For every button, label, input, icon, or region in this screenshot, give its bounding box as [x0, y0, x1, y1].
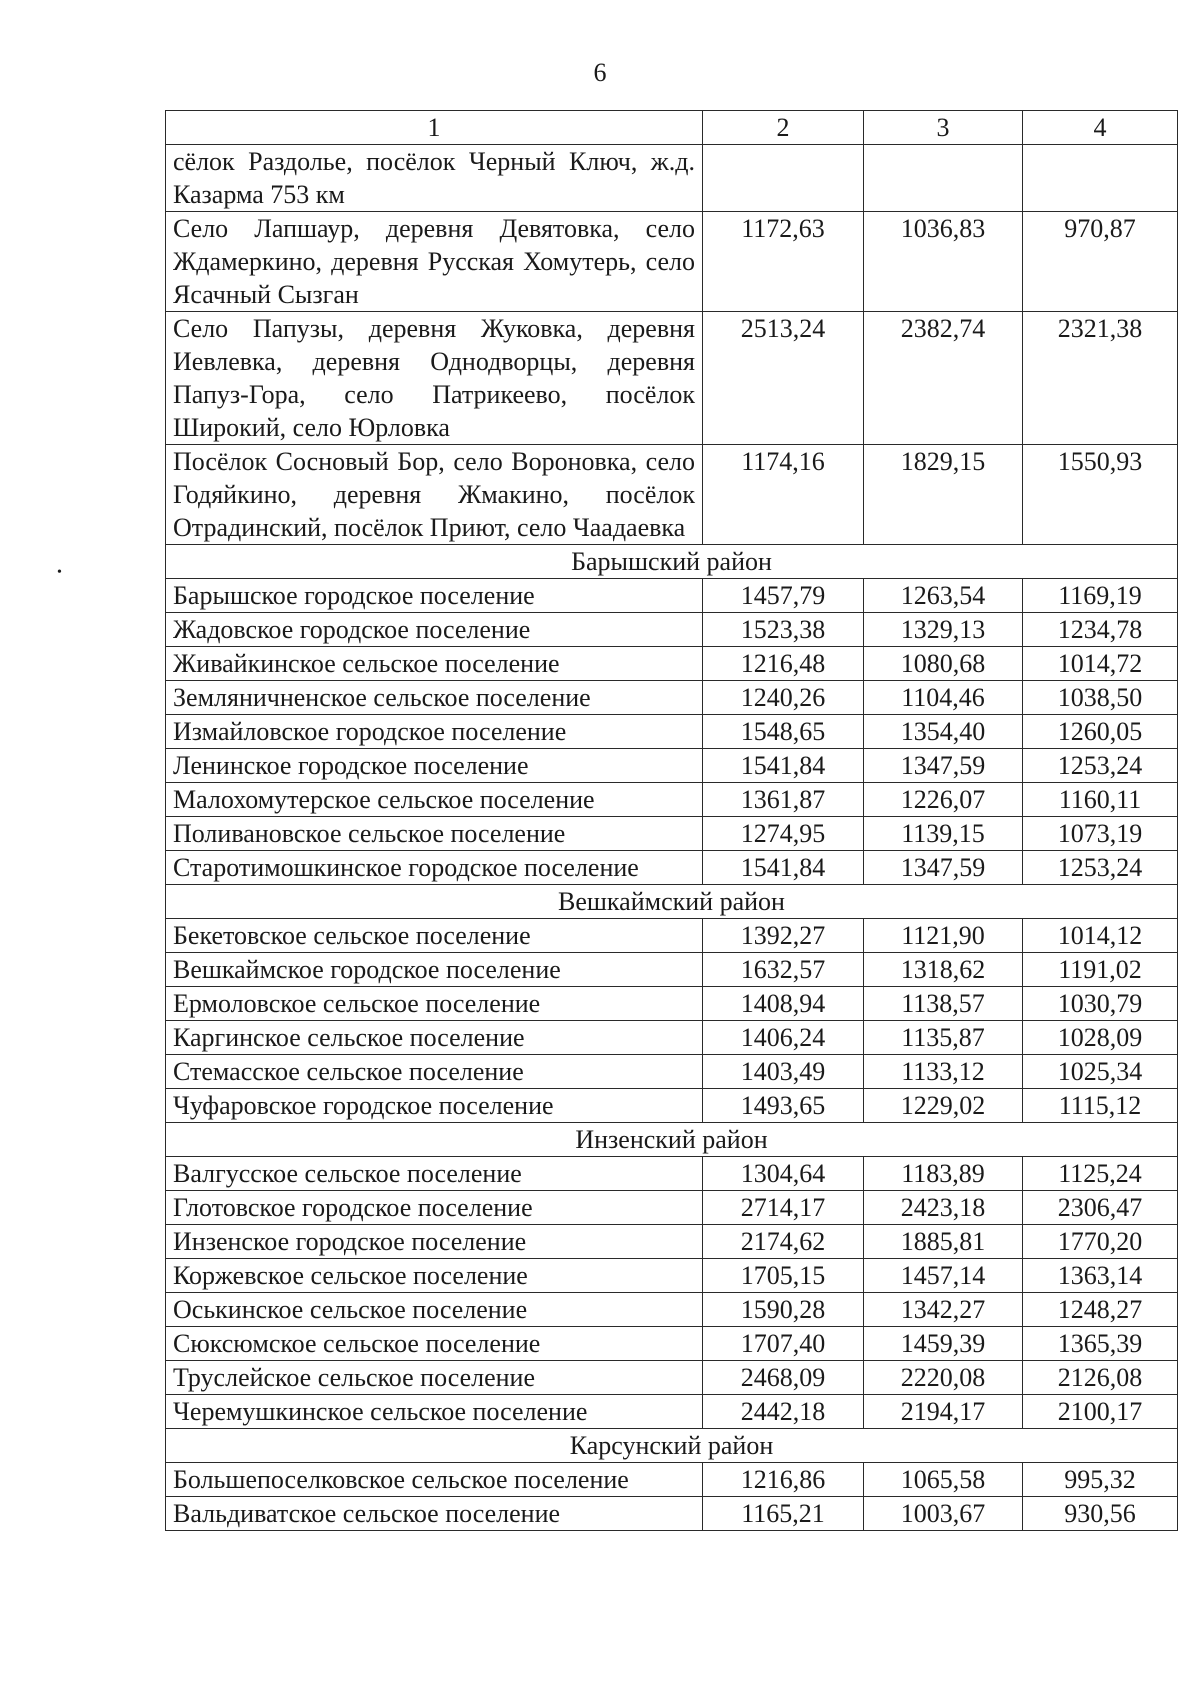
value-col-2: 1392,27: [703, 919, 864, 953]
value-col-3: 1121,90: [864, 919, 1023, 953]
value-col-3: 1229,02: [864, 1089, 1023, 1123]
settlement-name: Труслейское сельское поселение: [166, 1361, 703, 1395]
district-name: Барышский район: [166, 545, 1178, 579]
table-row: [166, 1361, 1178, 1395]
column-header-4: 4: [1023, 111, 1178, 145]
settlement-name: Ермоловское сельское поселение: [166, 987, 703, 1021]
table-row: [166, 1259, 1178, 1293]
value-col-4: 2100,17: [1023, 1395, 1178, 1429]
table-row: [166, 681, 1178, 715]
value-col-4: 1234,78: [1023, 613, 1178, 647]
settlement-name: Старотимошкинское городское поселение: [166, 851, 703, 885]
value-col-2: 1632,57: [703, 953, 864, 987]
table-row: [166, 579, 1178, 613]
value-col-2: 1523,38: [703, 613, 864, 647]
settlement-name: Каргинское сельское поселение: [166, 1021, 703, 1055]
table-row: [166, 1463, 1178, 1497]
value-col-2: 2513,24: [703, 312, 864, 445]
value-col-2: 1403,49: [703, 1055, 864, 1089]
table-row: [166, 749, 1178, 783]
settlement-name: Большепоселковское сельское поселение: [166, 1463, 703, 1497]
value-col-2: 1406,24: [703, 1021, 864, 1055]
table-row: [166, 1293, 1178, 1327]
value-col-2: 1457,79: [703, 579, 864, 613]
value-col-3: 2220,08: [864, 1361, 1023, 1395]
page-number: 6: [593, 58, 607, 87]
value-col-3: 1347,59: [864, 749, 1023, 783]
value-col-2: 1216,48: [703, 647, 864, 681]
value-col-3: 1829,15: [864, 445, 1023, 545]
table-row: [166, 1089, 1178, 1123]
settlement-name: Живайкинское сельское поселение: [166, 647, 703, 681]
settlement-name: Глотовское городское поселение: [166, 1191, 703, 1225]
value-col-2: [703, 145, 864, 212]
value-col-3: 1133,12: [864, 1055, 1023, 1089]
settlement-name: Стемасское сельское поселение: [166, 1055, 703, 1089]
district-section-row: [166, 885, 1178, 919]
table-row: [166, 919, 1178, 953]
settlement-name: Село Лапшаур, деревня Девятовка, село Ждамеркино, деревня Русская Хомутерь, село Ясачный Сызган: [166, 212, 703, 312]
settlement-name: Вешкаймское городское поселение: [166, 953, 703, 987]
value-col-4: 1550,93: [1023, 445, 1178, 545]
value-col-3: 2382,74: [864, 312, 1023, 445]
table-row: [166, 1191, 1178, 1225]
value-col-4: 1365,39: [1023, 1327, 1178, 1361]
district-section-row: [166, 545, 1178, 579]
settlement-name: сёлок Раздолье, посёлок Черный Ключ, ж.д. Казарма 753 км: [166, 145, 703, 212]
column-header-2: 2: [703, 111, 864, 145]
value-col-4: 1025,34: [1023, 1055, 1178, 1089]
table-row: [166, 851, 1178, 885]
settlement-name: Посёлок Сосновый Бор, село Вороновка, село Годяйкино, деревня Жмакино, посёлок Отрадинский, посёлок Приют, село Чаадаевка: [166, 445, 703, 545]
value-col-2: 2714,17: [703, 1191, 864, 1225]
value-col-4: 2126,08: [1023, 1361, 1178, 1395]
value-col-2: 1165,21: [703, 1497, 864, 1531]
settlement-name: Земляничненское сельское поселение: [166, 681, 703, 715]
value-col-3: 1139,15: [864, 817, 1023, 851]
column-header-1: 1: [166, 111, 703, 145]
value-col-2: 1361,87: [703, 783, 864, 817]
value-col-3: 1263,54: [864, 579, 1023, 613]
value-col-3: 1003,67: [864, 1497, 1023, 1531]
settlement-name: Бекетовское сельское поселение: [166, 919, 703, 953]
value-col-4: 995,32: [1023, 1463, 1178, 1497]
value-col-3: 1347,59: [864, 851, 1023, 885]
table-row: [166, 1021, 1178, 1055]
table-row: [166, 987, 1178, 1021]
tariff-table: [165, 110, 1178, 1531]
table-row: [166, 647, 1178, 681]
settlement-name: Жадовское городское поселение: [166, 613, 703, 647]
value-col-3: 1457,14: [864, 1259, 1023, 1293]
settlement-name: Ленинское городское поселение: [166, 749, 703, 783]
scan-artifact-mark: •: [57, 565, 62, 580]
settlement-name: Сюксюмское сельское поселение: [166, 1327, 703, 1361]
value-col-4: 1014,12: [1023, 919, 1178, 953]
value-col-4: [1023, 145, 1178, 212]
value-col-3: 1459,39: [864, 1327, 1023, 1361]
value-col-3: 1135,87: [864, 1021, 1023, 1055]
value-col-4: 930,56: [1023, 1497, 1178, 1531]
value-col-2: 1541,84: [703, 749, 864, 783]
value-col-4: 1125,24: [1023, 1157, 1178, 1191]
value-col-4: 1260,05: [1023, 715, 1178, 749]
value-col-3: 1036,83: [864, 212, 1023, 312]
settlement-name: Коржевское сельское поселение: [166, 1259, 703, 1293]
district-name: Инзенский район: [166, 1123, 1178, 1157]
value-col-3: 1342,27: [864, 1293, 1023, 1327]
value-col-4: 970,87: [1023, 212, 1178, 312]
table-row: [166, 312, 1178, 445]
settlement-name: Оськинское сельское поселение: [166, 1293, 703, 1327]
settlement-name: Валгусское сельское поселение: [166, 1157, 703, 1191]
value-col-2: 1274,95: [703, 817, 864, 851]
district-section-row: [166, 1429, 1178, 1463]
settlement-name: Поливановское сельское поселение: [166, 817, 703, 851]
value-col-2: 1408,94: [703, 987, 864, 1021]
settlement-name: Измайловское городское поселение: [166, 715, 703, 749]
value-col-4: 1038,50: [1023, 681, 1178, 715]
table-row: [166, 1327, 1178, 1361]
table-row: [166, 1055, 1178, 1089]
value-col-4: 1248,27: [1023, 1293, 1178, 1327]
table-row: [166, 1225, 1178, 1259]
value-col-4: 1028,09: [1023, 1021, 1178, 1055]
value-col-3: 1080,68: [864, 647, 1023, 681]
table-row: [166, 145, 1178, 212]
value-col-4: 1770,20: [1023, 1225, 1178, 1259]
settlement-name: Малохомутерское сельское поселение: [166, 783, 703, 817]
value-col-4: 2306,47: [1023, 1191, 1178, 1225]
value-col-2: 1493,65: [703, 1089, 864, 1123]
settlement-name: Село Папузы, деревня Жуковка, деревня Иевлевка, деревня Однодворцы, деревня Папуз-Гора, село Патрикеево, посёлок Широкий, село Юрловка: [166, 312, 703, 445]
table-row: [166, 1395, 1178, 1429]
value-col-2: 1304,64: [703, 1157, 864, 1191]
table-row: [166, 212, 1178, 312]
value-col-4: 1160,11: [1023, 783, 1178, 817]
value-col-3: 1354,40: [864, 715, 1023, 749]
table-row: [166, 1497, 1178, 1531]
value-col-4: 1073,19: [1023, 817, 1178, 851]
district-name: Карсунский район: [166, 1429, 1178, 1463]
value-col-2: 2442,18: [703, 1395, 864, 1429]
value-col-4: 1191,02: [1023, 953, 1178, 987]
value-col-2: 1541,84: [703, 851, 864, 885]
value-col-3: 1138,57: [864, 987, 1023, 1021]
value-col-3: 1065,58: [864, 1463, 1023, 1497]
value-col-3: 1885,81: [864, 1225, 1023, 1259]
table-row: [166, 613, 1178, 647]
table-row: [166, 445, 1178, 545]
table-row: [166, 783, 1178, 817]
district-name: Вешкаймский район: [166, 885, 1178, 919]
settlement-name: Вальдиватское сельское поселение: [166, 1497, 703, 1531]
value-col-3: 1329,13: [864, 613, 1023, 647]
table-row: [166, 1157, 1178, 1191]
value-col-3: [864, 145, 1023, 212]
district-section-row: [166, 1123, 1178, 1157]
value-col-2: 1705,15: [703, 1259, 864, 1293]
value-col-2: 2468,09: [703, 1361, 864, 1395]
value-col-4: 1014,72: [1023, 647, 1178, 681]
column-header-3: 3: [864, 111, 1023, 145]
value-col-4: 1253,24: [1023, 851, 1178, 885]
table-header-row: [166, 111, 1178, 145]
value-col-4: 1169,19: [1023, 579, 1178, 613]
value-col-4: 1030,79: [1023, 987, 1178, 1021]
value-col-2: 1590,28: [703, 1293, 864, 1327]
value-col-2: 1548,65: [703, 715, 864, 749]
value-col-2: 1707,40: [703, 1327, 864, 1361]
value-col-4: 1363,14: [1023, 1259, 1178, 1293]
value-col-2: 2174,62: [703, 1225, 864, 1259]
table-row: [166, 953, 1178, 987]
value-col-2: 1174,16: [703, 445, 864, 545]
settlement-name: Черемушкинское сельское поселение: [166, 1395, 703, 1429]
value-col-2: 1240,26: [703, 681, 864, 715]
table-row: [166, 715, 1178, 749]
value-col-4: 1253,24: [1023, 749, 1178, 783]
value-col-4: 2321,38: [1023, 312, 1178, 445]
settlement-name: Чуфаровское городское поселение: [166, 1089, 703, 1123]
value-col-3: 2423,18: [864, 1191, 1023, 1225]
table-row: [166, 817, 1178, 851]
value-col-3: 1226,07: [864, 783, 1023, 817]
value-col-2: 1216,86: [703, 1463, 864, 1497]
value-col-3: 2194,17: [864, 1395, 1023, 1429]
value-col-4: 1115,12: [1023, 1089, 1178, 1123]
value-col-3: 1183,89: [864, 1157, 1023, 1191]
value-col-3: 1104,46: [864, 681, 1023, 715]
settlement-name: Инзенское городское поселение: [166, 1225, 703, 1259]
value-col-3: 1318,62: [864, 953, 1023, 987]
value-col-2: 1172,63: [703, 212, 864, 312]
settlement-name: Барышское городское поселение: [166, 579, 703, 613]
